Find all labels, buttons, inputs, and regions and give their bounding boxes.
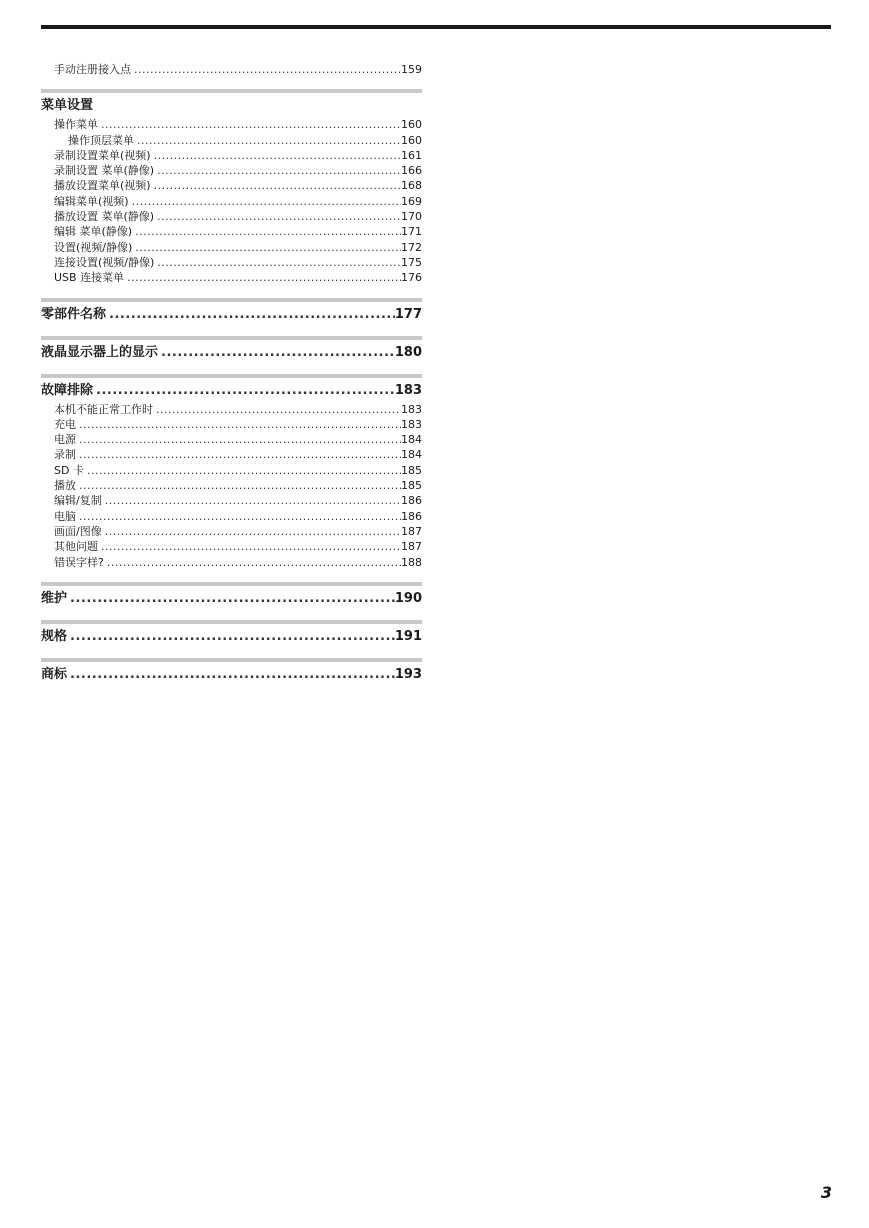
dot-leader — [124, 270, 401, 285]
toc-section-page: 177 — [394, 306, 422, 322]
toc-item-page: 187 — [401, 540, 422, 554]
toc-item-page: 161 — [401, 148, 422, 162]
toc-item[interactable] — [41, 432, 422, 447]
toc-item[interactable] — [41, 62, 422, 77]
toc-item-page: 188 — [401, 555, 422, 569]
toc-item-label: 操作菜单 — [54, 118, 98, 132]
toc-item-page: 160 — [401, 118, 422, 132]
toc-item-label: 充电 — [54, 417, 76, 431]
toc-section-heading[interactable] — [41, 382, 422, 400]
toc-section-title: 故障排除 — [41, 382, 94, 398]
dot-leader — [158, 344, 395, 362]
toc-section — [41, 620, 422, 646]
toc-item-page: 171 — [401, 225, 422, 239]
toc-item-page: 185 — [401, 463, 422, 477]
page-number: 3 — [820, 1183, 832, 1202]
dot-leader — [104, 555, 401, 570]
toc-item-label: 编辑 菜单(静像) — [54, 225, 133, 239]
dot-leader — [154, 255, 401, 270]
toc-item-label: 操作顶层菜单 — [68, 133, 134, 147]
dot-leader — [67, 666, 395, 684]
dot-leader — [106, 306, 395, 324]
toc-item[interactable] — [41, 224, 422, 239]
toc-section-page: 193 — [394, 666, 422, 682]
dot-leader — [154, 209, 401, 224]
toc-item-page: 184 — [401, 448, 422, 462]
toc-item[interactable] — [41, 178, 422, 193]
toc-item-list — [41, 117, 422, 285]
toc-item-label: 编辑菜单(视频) — [54, 194, 129, 208]
toc-item[interactable] — [41, 133, 422, 148]
toc-item[interactable] — [41, 402, 422, 417]
dot-leader — [67, 628, 395, 646]
dot-leader — [98, 539, 401, 554]
dot-leader — [151, 178, 401, 193]
toc-item[interactable] — [41, 240, 422, 255]
toc-item-label: 电脑 — [54, 509, 76, 523]
toc-item-page: 159 — [401, 63, 422, 76]
dot-leader — [76, 478, 401, 493]
toc-item-page: 168 — [401, 179, 422, 193]
toc-item-label: 播放设置 菜单(静像) — [54, 210, 155, 224]
toc-section — [41, 582, 422, 608]
dot-leader — [76, 509, 401, 524]
toc-item-page: 183 — [401, 417, 422, 431]
toc-item-label: 录制 — [54, 448, 76, 462]
toc-item[interactable] — [41, 209, 422, 224]
toc-section-title: 零部件名称 — [41, 306, 107, 322]
toc-item[interactable] — [41, 194, 422, 209]
toc-item-page: 186 — [401, 509, 422, 523]
toc-item-label: SD 卡 — [54, 463, 84, 477]
dot-leader — [76, 417, 401, 432]
dot-leader — [153, 402, 401, 417]
toc-item[interactable] — [41, 148, 422, 163]
dot-leader — [151, 148, 401, 163]
toc-section — [41, 374, 422, 570]
toc-item[interactable] — [41, 163, 422, 178]
dot-leader — [154, 163, 401, 178]
toc-section-title: 维护 — [41, 590, 68, 606]
toc-section-heading[interactable] — [41, 590, 422, 608]
toc-section-title: 液晶显示器上的显示 — [41, 344, 159, 360]
dot-leader — [98, 117, 401, 132]
toc-item-page: 184 — [401, 433, 422, 447]
toc-item-page: 170 — [401, 210, 422, 224]
toc-item[interactable] — [41, 447, 422, 462]
toc-item[interactable] — [41, 539, 422, 554]
dot-leader — [129, 194, 401, 209]
toc-section-page: 190 — [394, 590, 422, 606]
toc-item-label: 播放 — [54, 479, 76, 493]
toc-section-page: 180 — [394, 344, 422, 360]
dot-leader — [67, 590, 395, 608]
toc-item-page: 160 — [401, 133, 422, 147]
toc-item-label: 编辑/复制 — [54, 494, 102, 508]
toc-section-heading[interactable] — [41, 344, 422, 362]
toc-section-heading[interactable] — [41, 666, 422, 684]
toc-section-title: 菜单设置 — [41, 98, 94, 114]
top-rule — [41, 25, 831, 29]
dot-leader — [76, 432, 401, 447]
toc-section-page: 183 — [394, 382, 422, 398]
toc-item-page: 172 — [401, 240, 422, 254]
toc-section — [41, 89, 422, 285]
toc-item[interactable] — [41, 117, 422, 132]
toc-item-label: 设置(视频/静像) — [54, 240, 133, 254]
toc-item[interactable] — [41, 555, 422, 570]
toc-item[interactable] — [41, 270, 422, 285]
toc-section-heading[interactable] — [41, 306, 422, 324]
toc-item[interactable] — [41, 255, 422, 270]
dot-leader — [102, 493, 401, 508]
toc-section — [41, 336, 422, 362]
toc-section — [41, 298, 422, 324]
toc-item[interactable] — [41, 493, 422, 508]
toc-item-label: 播放设置菜单(视频) — [54, 179, 151, 193]
dot-leader — [132, 240, 401, 255]
toc-item-label: 录制设置菜单(视频) — [54, 148, 151, 162]
toc-item-page: 183 — [401, 402, 422, 416]
toc-item-page: 175 — [401, 255, 422, 269]
dot-leader — [93, 382, 395, 400]
toc-item[interactable] — [41, 524, 422, 539]
toc-item-page: 169 — [401, 194, 422, 208]
toc-item-label: 错误字样? — [54, 555, 104, 569]
toc-item-page: 186 — [401, 494, 422, 508]
toc-section — [41, 658, 422, 684]
toc-item-label: USB 连接菜单 — [54, 271, 125, 285]
table-of-contents — [41, 62, 422, 684]
toc-item-label: 画面/图像 — [54, 524, 102, 538]
dot-leader — [84, 463, 401, 478]
toc-item-page: 166 — [401, 164, 422, 178]
toc-item-page: 187 — [401, 524, 422, 538]
toc-item-list — [41, 402, 422, 570]
toc-item[interactable] — [41, 463, 422, 478]
toc-item-label: 录制设置 菜单(静像) — [54, 164, 155, 178]
toc-section-title: 规格 — [41, 628, 68, 644]
toc-item[interactable] — [41, 417, 422, 432]
toc-section-title: 商标 — [41, 666, 68, 682]
dot-leader — [134, 133, 401, 148]
dot-leader — [132, 224, 401, 239]
toc-item[interactable] — [41, 509, 422, 524]
toc-item-label: 连接设置(视频/静像) — [54, 255, 155, 269]
dot-leader — [76, 447, 401, 462]
toc-item-page: 185 — [401, 479, 422, 493]
toc-item-label: 手动注册接入点 — [54, 63, 131, 76]
toc-item-label: 电源 — [54, 433, 76, 447]
toc-section-page: 191 — [394, 628, 422, 644]
toc-item-page: 176 — [401, 271, 422, 285]
toc-item-label: 其他问题 — [54, 540, 98, 554]
toc-section-heading[interactable] — [41, 628, 422, 646]
dot-leader — [102, 524, 401, 539]
dot-leader — [131, 62, 401, 77]
toc-item-label: 本机不能正常工作时 — [54, 402, 153, 416]
toc-section-heading[interactable] — [41, 97, 422, 115]
toc-item[interactable] — [41, 478, 422, 493]
